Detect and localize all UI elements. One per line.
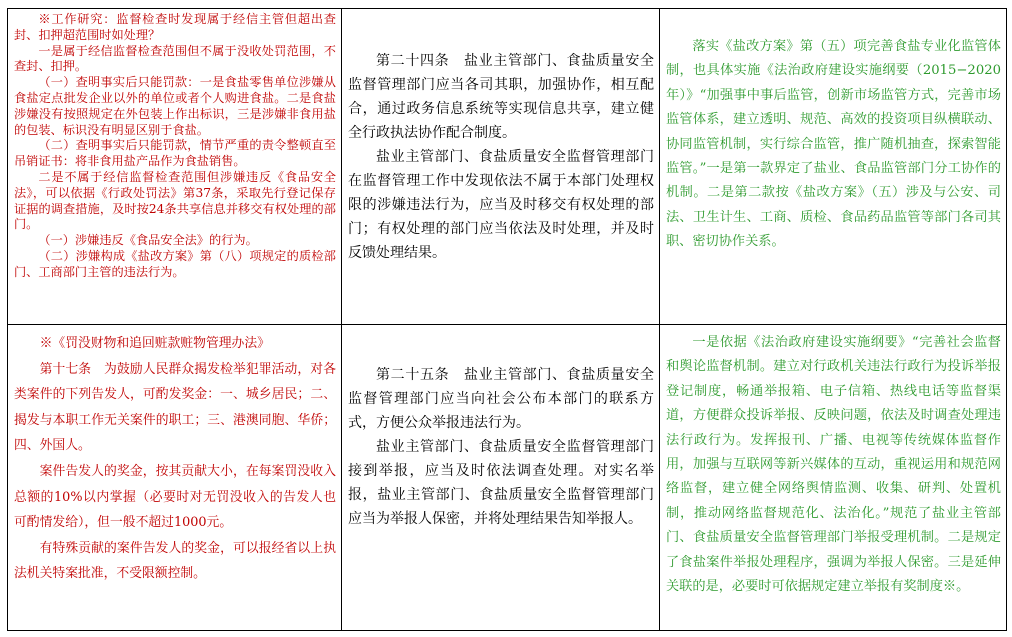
row1-left-para-6: （一）涉嫌违反《食品安全法》的行为。 [38, 233, 258, 248]
row1-left-para-4: （二）查明事实后只能罚款，情节严重的责令整顿直至吊销证书：将非食用盐产品作为食盐销售。 [14, 138, 336, 169]
row1-explanation-para-1: 落实《盐改方案》第（五）项完善食盐专业化监管体制，也具体实施《法治政府建设实施纲要（2015−2020年）》“加强事中事后监管，创新市场监管方式，完善市场监管体系，建立透明、规范、高效的投资项目纵横联动、协同监管机制，实行综合监管，推广随机抽查，探索智能监管。”一是第一款界定了盐业、食品监管部门分工协作的机制。二是第二款按《盐改方案》（五）涉及与公安、司法、卫生计生、工商、质检、食品药品监管等部门各司其职、密切协作关系。 [666, 39, 1001, 250]
row2-explanation-cell [660, 325, 1007, 631]
row2-left-para-2: 第十七条 为鼓励人民群众揭发检举犯罪活动，对各类案件的下列告发人，可酌发奖金：一、城乡居民；二、揭发与本职工作无关案件的职工；三、港澳同胞、华侨；四、外国人。 [14, 361, 336, 454]
row1-left-para-7: （二）涉嫌构成《盐改方案》第（八）项规定的质检部门、工商部门主管的违法行为。 [14, 248, 336, 279]
table-row [8, 9, 1007, 325]
row2-left-para-3: 案件告发人的奖金，按其贡献大小，在每案罚没收入总额的10%以内掌握（必要时对无罚没收入的告发人也可酌情发给），但一般不超过1000元。 [14, 463, 336, 531]
row2-article-para-2: 盐业主管部门、食盐质量安全监督管理部门接到举报，应当及时依法调查处理。对实名举报，盐业主管部门、食盐质量安全监督管理部门应当为举报人保密，并将处理结果告知举报人。 [348, 439, 654, 527]
row2-explanation-para-1: 一是依据《法治政府建设实施纲要》“完善社会监督和舆论监督机制。建立对行政机关违法行政行为投诉举报登记制度，畅通举报箱、电子信箱、热线电话等监督渠道，方便群众投诉举报、反映问题，依法及时调查处理违法行政行为。发挥报刊、广播、电视等传统媒体监督作用，加强与互联网等新兴媒体的互动，重视运用和规范网络监督，建立健全网络舆情监测、收集、研判、处置机制，推动网络监督规范化、法治化。”规范了盐业主管部门、食盐质量安全监督管理部门举报受理机制。二是规定了食盐案件举报处理程序，强调为举报人保密。三是延伸关联的是，必要时可依据规定建立举报有奖制度※。 [666, 335, 1001, 595]
row1-article-para-2: 盐业主管部门、食盐质量安全监督管理部门在监督管理工作中发现依法不属于本部门处理权限的涉嫌违法行为，应当及时移交有权处理的部门；有权处理的部门应当依法及时处理，并及时反馈处理结果。 [348, 149, 654, 261]
row1-explanation-cell [660, 9, 1007, 325]
row1-left-para-5: 二是不属于经信监督检查范围但涉嫌违反《食品安全法》，可以依据《行政处罚法》第37条，采取先行登记保存证据的调查措施，及时按24条共享信息并移交有权处理的部门。 [14, 169, 336, 232]
row2-left-para-4: 有特殊贡献的案件告发人的奖金，可以报经省以上执法机关特案批准，不受限额控制。 [14, 540, 336, 582]
row1-article-cell [342, 9, 660, 325]
row2-article-cell [342, 325, 660, 631]
row1-left-para-2: 一是属于经信监督检查范围但不属于没收处罚范围，不查封、扣押。 [14, 43, 336, 74]
regulation-comparison-table [7, 8, 1007, 631]
row2-left-para-1: ※《罚没财物和追回赃款赃物管理办法》 [39, 336, 270, 351]
table-row [8, 325, 1007, 631]
row1-article-para-1: 第二十四条 盐业主管部门、食盐质量安全监督管理部门应当各司其职，加强协作，相互配合，通过政务信息系统等实现信息共享，建立健全行政执法协作配合制度。 [348, 53, 654, 141]
row2-article-para-1: 第二十五条 盐业主管部门、食盐质量安全监督管理部门应当向社会公布本部门的联系方式，方便公众举报违法行为。 [348, 367, 654, 431]
row1-interpretation-cell [8, 9, 342, 325]
row1-left-para-3: （一）查明事实后只能罚款：一是食盐零售单位涉嫌从食盐定点批发企业以外的单位或者个人购进食盐。二是食盐涉嫌没有按照规定在外包装上作出标识，三是涉嫌非食用盐的包装、标识没有明显区别于食盐。 [14, 75, 336, 137]
row1-left-para-1: ※工作研究：监督检查时发现属于经信主管但超出查封、扣押超范围时如处理？ [14, 12, 336, 42]
row2-interpretation-cell [8, 325, 342, 631]
